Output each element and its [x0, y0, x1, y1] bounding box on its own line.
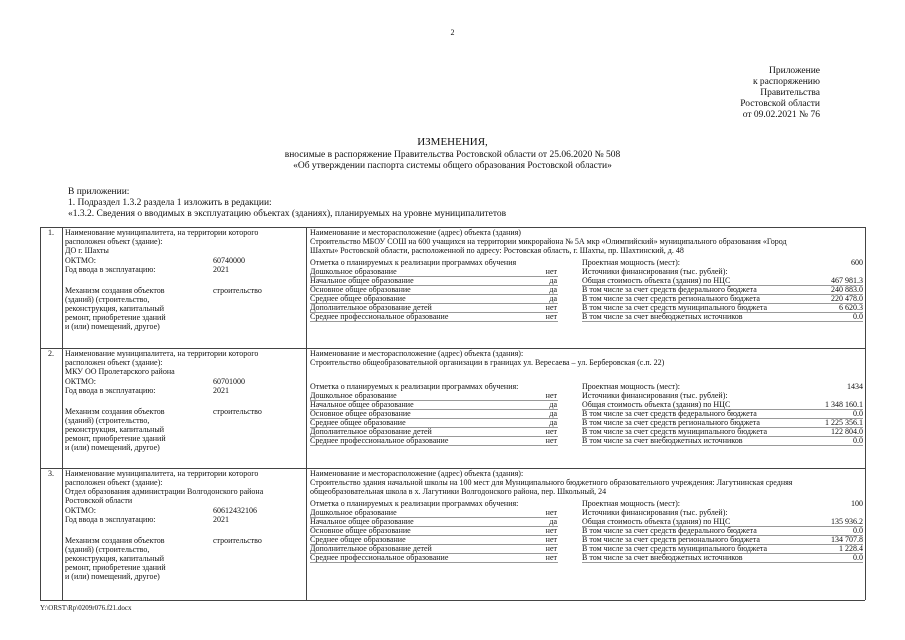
finance-underline [582, 445, 863, 446]
finance-item: Общая стоимость объекта (здания) по НЦС [582, 276, 731, 285]
capacity-label: Проектная мощность (мест): [582, 499, 681, 508]
program-flag: да [549, 517, 557, 526]
mechanism-label: ремонт, приобретение зданий [65, 434, 166, 443]
municipality-label: расположен объект (здание): [65, 358, 163, 367]
intro-line: 1. Подраздел 1.3.2 раздела 1 изложить в редакции: [68, 198, 272, 208]
capacity-value: 1434 [847, 382, 863, 391]
programs-label: Отметка о планируемых к реализации программах обучения: [310, 382, 519, 391]
finance-value: 0.0 [853, 436, 863, 445]
mechanism-label: ремонт, приобретение зданий [65, 563, 166, 572]
entry-number: 2. [48, 349, 54, 358]
mechanism-label: (зданий) (строительство, [65, 416, 150, 425]
programs-label: Отметка о планируемых к реализации программах обучения [310, 258, 517, 267]
address-value: общеобразовательная школа в х. Лагутники Волгодонского района, пер. Школьный, 24 [310, 487, 607, 496]
table-column-border [62, 227, 63, 600]
program-flag: нет [545, 267, 557, 276]
program-name: Дошкольное образование [310, 508, 397, 517]
mechanism-label: (зданий) (строительство, [65, 545, 150, 554]
year-label: Год ввода в эксплуатацию: [65, 386, 156, 395]
municipality-label: расположен объект (здание): [65, 478, 163, 487]
table-column-border [40, 227, 41, 600]
table-column-border [306, 227, 307, 600]
finance-value: 240 883.0 [831, 285, 863, 294]
mechanism-label: (зданий) (строительство, [65, 295, 150, 304]
intro-line: В приложении: [68, 187, 130, 197]
program-underline [310, 321, 558, 322]
finance-item: В том числе за счет внебюджетных источников [582, 553, 743, 562]
finance-item: В том числе за счет внебюджетных источников [582, 312, 743, 321]
finance-value: 135 936.2 [831, 517, 863, 526]
finance-underline [582, 562, 863, 563]
finance-value: 6 620.3 [839, 303, 863, 312]
finance-label: Источники финансирования (тыс. рублей): [582, 508, 728, 517]
program-flag: нет [545, 312, 557, 321]
finance-item: В том числе за счет средств федерального бюджета [582, 285, 757, 294]
year-value: 2021 [213, 515, 229, 524]
address-label: Наименование и месторасположение (адрес) объекта (здания): [310, 349, 524, 358]
address-value: Строительство здания начальной школы на 100 мест для Муниципального бюджетного образовательного учреждения: Лагутнинская средняя [310, 478, 793, 487]
finance-item: В том числе за счет средств регионального бюджета [582, 294, 760, 303]
program-name: Среднее профессиональное образование [310, 553, 449, 562]
oktmo-label: ОКТМО: [65, 256, 97, 265]
finance-item: Общая стоимость объекта (здания) по НЦС [582, 400, 731, 409]
program-flag: да [549, 294, 557, 303]
table-row-border [40, 600, 865, 601]
appendix-line: Правительства [760, 88, 820, 98]
mechanism-label: реконструкция, капитальный [65, 304, 165, 313]
program-name: Дополнительное образование детей [310, 303, 432, 312]
program-name: Начальное общее образование [310, 517, 414, 526]
document-subtitle: вносимые в распоряжение Правительства Ростовской области от 25.06.2020 № 508 [284, 150, 621, 160]
program-name: Среднее профессиональное образование [310, 436, 449, 445]
program-flag: нет [545, 508, 557, 517]
document-title: ИЗМЕНЕНИЯ, [417, 136, 488, 148]
program-name: Среднее профессиональное образование [310, 312, 449, 321]
program-name: Дополнительное образование детей [310, 427, 432, 436]
finance-value: 1 225 356.1 [825, 418, 863, 427]
municipality-label: Наименование муниципалитета, на территории которого [65, 228, 259, 237]
mechanism-value: строительство [213, 286, 262, 295]
finance-value: 220 478.0 [831, 294, 863, 303]
address-value: Строительство общеобразовательной организации в границах ул. Вересаева – ул. Берберовская (с.п. 22) [310, 358, 665, 367]
capacity-value: 100 [851, 499, 863, 508]
municipality-label: расположен объект (здание): [65, 237, 163, 246]
program-name: Дополнительное образование детей [310, 544, 432, 553]
finance-item: В том числе за счет средств муниципального бюджета [582, 303, 768, 312]
mechanism-label: и (или) помещений, другое) [65, 572, 160, 581]
finance-item: В том числе за счет внебюджетных источников [582, 436, 743, 445]
program-name: Дошкольное образование [310, 267, 397, 276]
oktmo-value: 60740000 [213, 256, 245, 265]
finance-value: 1 348 160.1 [825, 400, 863, 409]
oktmo-value: 60612432106 [213, 506, 257, 515]
program-flag: нет [545, 526, 557, 535]
program-flag: да [549, 285, 557, 294]
oktmo-label: ОКТМО: [65, 506, 97, 515]
finance-value: 134 707.8 [831, 535, 863, 544]
oktmo-value: 60701000 [213, 377, 245, 386]
mechanism-label: Механизм создания объектов [65, 407, 165, 416]
program-flag: нет [545, 436, 557, 445]
finance-value: 0.0 [853, 409, 863, 418]
mechanism-value: строительство [213, 407, 262, 416]
year-label: Год ввода в эксплуатацию: [65, 515, 156, 524]
year-value: 2021 [213, 265, 229, 274]
finance-value: 467 981.3 [831, 276, 863, 285]
program-name: Среднее общее образование [310, 418, 406, 427]
program-flag: нет [545, 553, 557, 562]
intro-line: «1.3.2. Сведения о вводимых в эксплуатацию объектах (зданиях), планируемых на уровне муниципалитетов [68, 209, 507, 219]
year-label: Год ввода в эксплуатацию: [65, 265, 156, 274]
mechanism-value: строительство [213, 536, 262, 545]
finance-item: В том числе за счет средств муниципального бюджета [582, 427, 768, 436]
mechanism-label: реконструкция, капитальный [65, 554, 165, 563]
program-name: Основное общее образование [310, 526, 411, 535]
program-name: Начальное общее образование [310, 276, 414, 285]
municipality-label: Наименование муниципалитета, на территории которого [65, 349, 259, 358]
finance-value: 0.0 [853, 526, 863, 535]
program-name: Среднее общее образование [310, 535, 406, 544]
program-flag: нет [545, 303, 557, 312]
page-number: 2 [450, 28, 455, 37]
program-name: Начальное общее образование [310, 400, 414, 409]
mechanism-label: Механизм создания объектов [65, 536, 165, 545]
finance-value: 1 228.4 [839, 544, 863, 553]
capacity-label: Проектная мощность (мест): [582, 258, 681, 267]
address-value: Строительство МБОУ СОШ на 600 учащихся на территории микрорайона № 5А мкр «Олимпийский» муниципального образования «Город [310, 237, 787, 246]
mechanism-label: ремонт, приобретение зданий [65, 313, 166, 322]
finance-item: В том числе за счет средств регионального бюджета [582, 418, 760, 427]
appendix-line: к распоряжению [752, 77, 820, 87]
finance-value: 122 804.0 [831, 427, 863, 436]
address-label: Наименование и месторасположение (адрес) объекта (здания) [310, 228, 521, 237]
municipality-value: ДО г. Шахты [65, 246, 109, 255]
programs-label: Отметка о планируемых к реализации программах обучения: [310, 499, 519, 508]
appendix-line: от 09.02.2021 № 76 [742, 110, 820, 120]
program-name: Основное общее образование [310, 285, 411, 294]
table-column-border [865, 227, 866, 600]
finance-value: 0.0 [853, 312, 863, 321]
program-underline [310, 562, 558, 563]
program-flag: нет [545, 544, 557, 553]
program-flag: нет [545, 535, 557, 544]
capacity-value: 600 [851, 258, 863, 267]
entry-number: 1. [48, 228, 54, 237]
municipality-label: Наименование муниципалитета, на территории которого [65, 469, 259, 478]
program-underline [310, 445, 558, 446]
program-name: Основное общее образование [310, 409, 411, 418]
capacity-label: Проектная мощность (мест): [582, 382, 681, 391]
year-value: 2021 [213, 386, 229, 395]
mechanism-label: Механизм создания объектов [65, 286, 165, 295]
program-flag: нет [545, 391, 557, 400]
program-flag: нет [545, 427, 557, 436]
finance-label: Источники финансирования (тыс. рублей): [582, 267, 728, 276]
program-name: Среднее общее образование [310, 294, 406, 303]
entry-number: 3. [48, 469, 54, 478]
municipality-value: Ростовской области [65, 496, 133, 505]
document-subtitle: «Об утверждении паспорта системы общего образования Ростовской области» [293, 161, 612, 171]
program-name: Дошкольное образование [310, 391, 397, 400]
address-label: Наименование и месторасположение (адрес) объекта (здания): [310, 469, 524, 478]
file-path-footer: Y:\ORST\Rp\0209r076.f21.docx [40, 604, 132, 612]
program-flag: да [549, 276, 557, 285]
program-flag: да [549, 409, 557, 418]
mechanism-label: и (или) помещений, другое) [65, 322, 160, 331]
finance-label: Источники финансирования (тыс. рублей): [582, 391, 728, 400]
oktmo-label: ОКТМО: [65, 377, 97, 386]
address-value: Шахты» Ростовской области, расположенной по адресу: Ростовская область, г. Шахты, пр. Шахтинский, д. 48 [310, 246, 684, 255]
mechanism-label: и (или) помещений, другое) [65, 443, 160, 452]
finance-item: Общая стоимость объекта (здания) по НЦС [582, 517, 731, 526]
finance-item: В том числе за счет средств регионального бюджета [582, 535, 760, 544]
finance-item: В том числе за счет средств федерального бюджета [582, 526, 757, 535]
program-flag: да [549, 400, 557, 409]
mechanism-label: реконструкция, капитальный [65, 425, 165, 434]
appendix-line: Ростовской области [740, 99, 820, 109]
finance-item: В том числе за счет средств муниципального бюджета [582, 544, 768, 553]
municipality-value: Отдел образования администрации Волгодонского района [65, 487, 264, 496]
finance-underline [582, 321, 863, 322]
finance-item: В том числе за счет средств федерального бюджета [582, 409, 757, 418]
finance-value: 0.0 [853, 553, 863, 562]
program-flag: да [549, 418, 557, 427]
appendix-line: Приложение [769, 66, 820, 76]
municipality-value: МКУ ОО Пролетарского района [65, 367, 175, 376]
